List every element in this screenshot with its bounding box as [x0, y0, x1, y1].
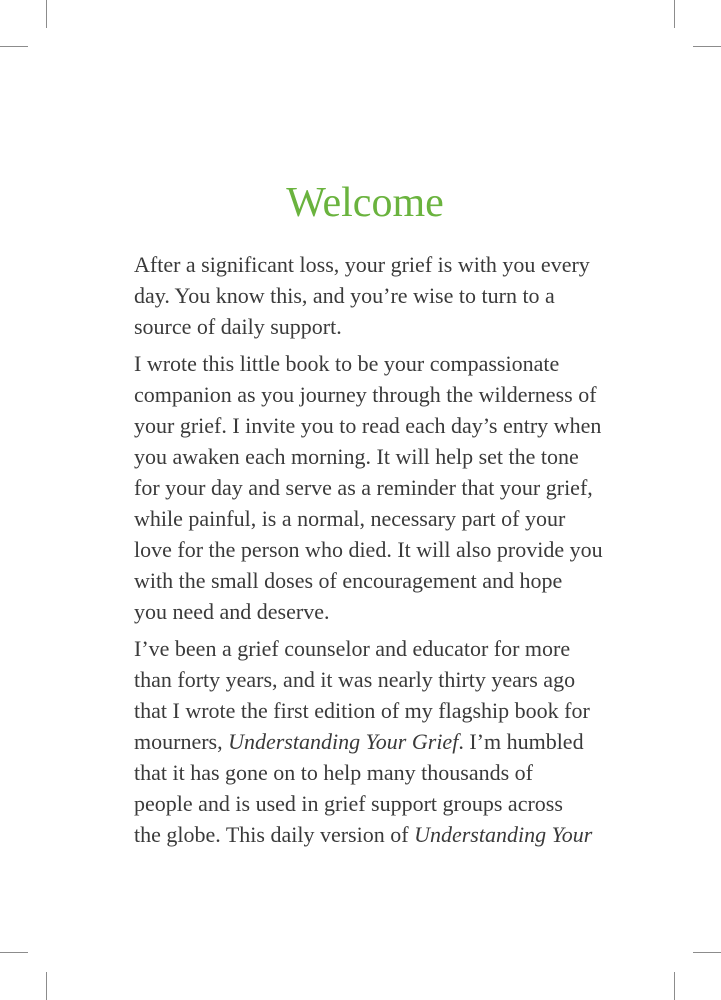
text-segment: love for the person who died. It will also provide you: [134, 537, 603, 562]
text-line: [134, 410, 602, 441]
crop-mark-bottom-left-horizontal: [0, 952, 28, 953]
text-line: [134, 534, 603, 565]
text-line: [134, 788, 596, 819]
text-segment: that I wrote the first edition of my flagship book for: [134, 698, 590, 723]
text-segment: you awaken each morning. It will help set the tone: [134, 444, 579, 469]
crop-mark-bottom-right-vertical: [674, 972, 675, 1000]
body-paragraphs: [134, 249, 603, 850]
text-line: [134, 757, 596, 788]
text-segment: source of daily support.: [134, 314, 342, 339]
text-segment: . I’m humbled: [458, 729, 584, 754]
crop-mark-bottom-right-horizontal: [693, 952, 721, 953]
text-segment: I’ve been a grief counselor and educator for more: [134, 636, 571, 661]
page-content: [134, 180, 603, 850]
text-segment: people and is used in grief support groups across: [134, 791, 563, 816]
paragraph: [134, 633, 596, 850]
paragraph: [134, 249, 596, 342]
text-segment: I wrote this little book to be your compassionate: [134, 351, 560, 376]
text-line: [134, 596, 596, 627]
text-segment: After a significant loss, your grief is with you every: [134, 252, 590, 277]
crop-mark-bottom-left-vertical: [46, 972, 47, 1000]
text-line: [134, 441, 596, 472]
text-segment: mourners,: [134, 729, 229, 754]
book-title-italic: Understanding Your: [414, 822, 593, 847]
crop-mark-top-left-vertical: [46, 0, 47, 28]
text-line: [134, 819, 596, 850]
text-segment: than forty years, and it was nearly thirty years ago: [134, 667, 576, 692]
text-segment: companion as you journey through the wilderness of: [134, 382, 597, 407]
text-segment: while painful, is a normal, necessary part of your: [134, 506, 566, 531]
text-segment: with the small doses of encouragement and hope: [134, 568, 563, 593]
text-line: [134, 633, 596, 664]
paragraph: [134, 348, 603, 627]
crop-mark-top-right-vertical: [674, 0, 675, 28]
text-segment: your grief. I invite you to read each day’s entry when: [134, 413, 602, 438]
text-line: [134, 311, 596, 342]
text-line: [134, 664, 596, 695]
text-line: [134, 726, 596, 757]
text-segment: for your day and serve as a reminder that your grief,: [134, 475, 593, 500]
crop-mark-top-left-horizontal: [0, 46, 28, 47]
text-line: [134, 280, 596, 311]
text-segment: you need and deserve.: [134, 599, 330, 624]
text-segment: the globe. This daily version of: [134, 822, 415, 847]
text-line: [134, 472, 596, 503]
text-line: [134, 565, 596, 596]
text-line: [134, 348, 596, 379]
text-line: [134, 695, 596, 726]
crop-mark-top-right-horizontal: [693, 46, 721, 47]
text-segment: day. You know this, and you’re wise to turn to a: [134, 283, 555, 308]
text-segment: that it has gone on to help many thousands of: [134, 760, 533, 785]
page-title: Welcome: [286, 180, 444, 226]
text-line: [134, 379, 596, 410]
text-line: [134, 503, 596, 534]
text-line: [134, 249, 596, 280]
book-title-italic: Understanding Your Grief: [228, 729, 459, 754]
